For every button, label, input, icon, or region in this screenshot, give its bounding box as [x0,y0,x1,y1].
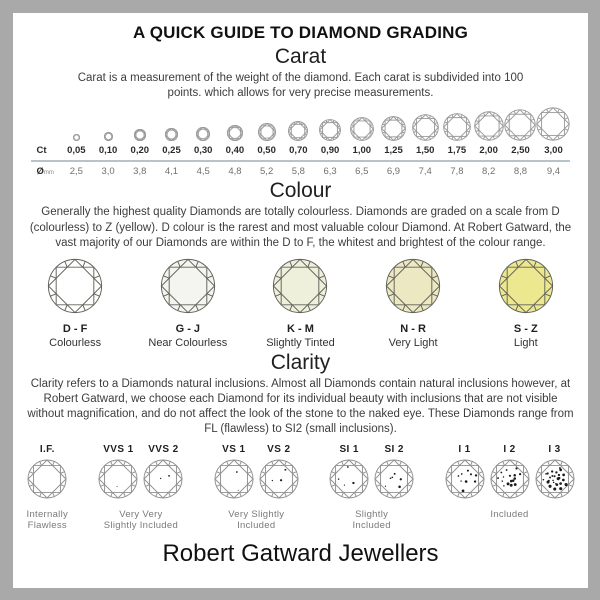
carat-diamond-icon [378,103,410,141]
clarity-grade-item [329,444,369,504]
clarity-grade-item [259,444,299,504]
page-title: A QUICK GUIDE TO DIAMOND GRADING [132,23,469,42]
diameter-value: 6,3 [323,166,337,178]
colour-grade-item [20,258,130,349]
carat-weight-value: 0,90 [314,141,346,162]
carat-weight-value: 3,00 [536,141,570,162]
clarity-grade-name-line: Very Slightly [228,508,285,520]
clarity-grade-item [374,444,414,504]
clarity-grade-label: VS 1 [222,443,246,455]
clarity-grade-group [27,444,69,533]
clarity-grade-name-line: Slightly [355,508,389,520]
carat-weight-row-label: Ct [31,141,61,162]
clarity-grade-name [27,509,69,533]
diameter-value: 6,5 [355,166,369,178]
colour-grade-range: D - F [62,322,88,335]
carat-diamond-icon [473,103,505,141]
clarity-grade-group [329,444,414,533]
diameter-value: 4,8 [228,166,242,178]
clarity-grade-name-line: Included [352,520,391,532]
clarity-grade-label: I 1 [458,443,471,455]
diameter-value: 3,8 [133,166,147,178]
carat-diamond-icon [92,103,124,141]
carat-diamond-icon [504,103,536,141]
carat-weight-value: 1,75 [441,141,473,162]
clarity-grade-label: SI 1 [339,443,359,455]
clarity-grades [445,444,575,504]
clarity-grades [27,444,69,504]
colour-grade-item [358,258,468,349]
clarity-grade-name-line: Included [490,508,529,520]
carat-diamond-icon [409,103,441,141]
carat-diamond-icon [282,103,314,141]
colour-grade-range: S - Z [513,322,538,335]
diameter-unit: mm [43,170,54,177]
carat-diamond-icon [251,103,283,141]
carat-weight-value: 0,40 [219,141,251,162]
diameter-value: 6,9 [386,166,401,178]
carat-weight-value: 0,20 [124,141,156,162]
carat-weight-value: 0,25 [156,141,188,162]
colour-grade-item [245,258,355,349]
clarity-grade-label: I 2 [503,443,516,455]
diameter-value: 5,2 [260,166,274,178]
clarity-grade-item [143,444,183,504]
clarity-diamond-icon [490,459,530,504]
clarity-grade-item [535,444,575,504]
carat-weight-value: 1,50 [409,141,441,162]
guide-page [13,13,588,588]
colour-grade-name: Very Light [388,336,438,349]
clarity-grade-label: I.F. [39,443,55,455]
carat-chart-spacer [31,103,61,141]
section-title-colour: Colour [269,179,332,203]
carat-weight-value: 0,70 [282,141,314,162]
colour-grade-name: Colourless [49,336,102,349]
clarity-grade-label: VVS 1 [103,443,134,455]
carat-weight-value: 2,50 [504,141,536,162]
clarity-grade-name-line: Very Very [119,508,163,520]
clarity-diamond-icon [374,459,414,504]
colour-grade-scale [18,258,584,349]
carat-diamond-icon [156,103,188,141]
clarity-grade-item [214,444,254,504]
clarity-grades [214,444,299,504]
carat-weight-value: 0,50 [251,141,283,162]
diameter-value: 2,5 [69,166,83,178]
clarity-description: Clarity refers to a Diamonds natural inclusions. Almost all Diamonds contain natural inclusions however, at Robert Gatward, we choose each Diamond for its individual beauty with inclusions that are not visible without magnification, and do not affect the look of the stone to the naked eye. These Diamonds range from FL (flawless) to SI2 (small inclusions). [27,377,574,436]
clarity-diamond-icon [329,459,369,504]
clarity-grade-label: VS 2 [267,443,291,455]
colour-grade-name: Slightly Tinted [266,336,335,349]
clarity-grades [329,444,414,504]
diameter-value: 8,2 [482,166,496,178]
clarity-grade-group [214,444,299,533]
clarity-grade-name-line: Flawless [27,520,67,532]
section-title-carat: Carat [274,45,327,68]
colour-diamond-icon [471,258,581,319]
clarity-grade-name [445,509,575,521]
carat-diamond-icon [346,103,378,141]
footer-brand: Robert Gatward Jewellers [162,540,439,568]
clarity-grades [98,444,183,504]
carat-diamond-icon [124,103,156,141]
clarity-diamond-icon [259,459,299,504]
clarity-diamond-icon [214,459,254,504]
section-title-clarity: Clarity [270,350,331,374]
clarity-diamond-icon [27,459,67,504]
carat-weight-value: 2,00 [473,141,505,162]
carat-weight-value: 0,10 [92,141,124,162]
clarity-diamond-icon [98,459,138,504]
carat-weight-value: 0,05 [61,141,93,162]
colour-diamond-icon [20,258,130,319]
clarity-grade-group [98,444,183,533]
carat-diamond-icon [219,103,251,141]
diameter-value: 4,5 [196,166,210,178]
clarity-grade-name-line: Internally [26,508,69,520]
clarity-grade-label: SI 2 [384,443,404,455]
colour-grade-range: G - J [175,322,201,335]
diameter-value: 3,0 [101,166,115,178]
clarity-grade-name-line: Included [237,520,276,532]
carat-description: Carat is a measurement of the weight of the diamond. Each carat is subdivided into 100 points. which allows for very precise measurements. [77,72,524,100]
clarity-grade-scale [27,444,575,533]
colour-diamond-icon [245,258,355,319]
colour-grade-range: K - M [287,322,314,335]
colour-diamond-icon [133,258,243,319]
clarity-grade-item [98,444,138,504]
clarity-grade-name [329,509,414,533]
clarity-grade-item [27,444,67,504]
clarity-diamond-icon [445,459,485,504]
carat-weight-value: 1,00 [346,141,378,162]
colour-grade-name: Light [513,336,538,349]
carat-weight-value: 0,30 [187,141,219,162]
carat-diamond-icon [441,103,473,141]
colour-diamond-icon [358,258,468,319]
clarity-diamond-icon [143,459,183,504]
clarity-grade-label: VVS 2 [148,443,179,455]
diameter-value: 5,8 [291,166,305,178]
carat-diamond-icon [314,103,346,141]
carat-weight-value: 1,25 [378,141,410,162]
clarity-grade-label: I 3 [548,443,561,455]
clarity-grade-name-line: Slightly Included [103,520,179,532]
colour-grade-item [133,258,243,349]
carat-diamond-icon [61,103,93,141]
diameter-row-label [31,162,61,177]
carat-size-chart [31,103,571,177]
colour-grade-name: Near Colourless [148,336,228,349]
diameter-value: 7,8 [450,166,464,178]
clarity-diamond-icon [535,459,575,504]
diameter-value: 8,8 [513,166,528,178]
colour-grade-range: N - R [400,322,426,335]
diameter-value: 7,4 [418,166,432,178]
diameter-value: 9,4 [546,166,561,178]
colour-grade-item [471,258,581,349]
colour-description: Generally the highest quality Diamonds are totally colourless. Diamonds are graded on a scale from D (colourless) to Z (yellow). D colour is the rarest and most valuable colour Diamond. At Robert Gatward, the vast majority of our Diamonds are within the D to F, the whitest and brightest of the colour range. [29,206,572,249]
clarity-grade-name [214,509,299,533]
diameter-symbol: Ø [36,166,44,178]
clarity-grade-group [445,444,575,521]
carat-diamond-icon [187,103,219,141]
clarity-grade-name [98,509,183,533]
diameter-value: 4,1 [164,166,179,178]
clarity-grade-item [445,444,485,504]
clarity-grade-item [490,444,530,504]
carat-diamond-icon [536,103,570,141]
